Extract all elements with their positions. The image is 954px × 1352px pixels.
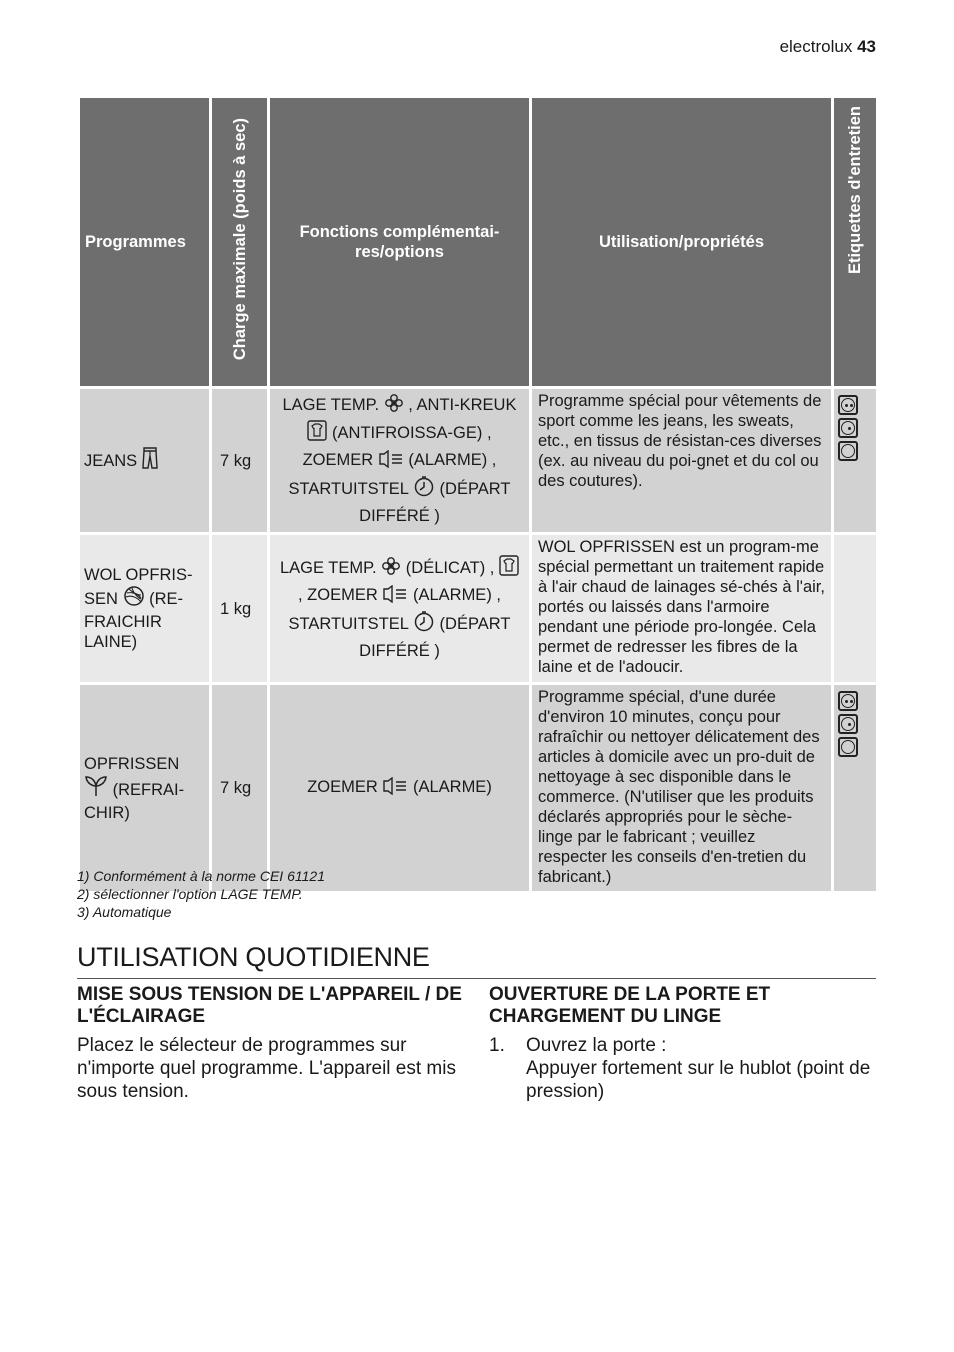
tumble-dry-one-dot-icon bbox=[838, 714, 858, 734]
delicate-temp-icon bbox=[384, 393, 404, 420]
wool-ball-icon bbox=[123, 585, 145, 612]
care-cell bbox=[833, 684, 878, 893]
programmes-table bbox=[77, 95, 879, 894]
load-cell: 7 kg bbox=[211, 388, 269, 534]
tumble-dry-icon bbox=[838, 441, 858, 461]
power-on-heading: MISE SOUS TENSION DE L'APPAREIL / DE L'ÉCLAIRAGE bbox=[77, 984, 462, 1027]
footnote: 3) Automatique bbox=[77, 904, 172, 920]
power-on-section bbox=[77, 984, 467, 1103]
program-cell bbox=[79, 684, 211, 893]
footnotes bbox=[77, 867, 325, 921]
door-loading-section bbox=[489, 984, 879, 1103]
table-row bbox=[79, 388, 878, 534]
program-name: JEANS bbox=[84, 452, 138, 470]
care-cell bbox=[833, 534, 878, 684]
load-cell: 1 kg bbox=[211, 534, 269, 684]
header-care: Etiquettes d'entretien bbox=[833, 97, 878, 388]
step-detail: Appuyer fortement sur le hublot (point de pression) bbox=[526, 1058, 871, 1102]
program-cell bbox=[79, 388, 211, 534]
anti-crease-icon bbox=[499, 555, 519, 583]
step-number: 1. bbox=[489, 1035, 505, 1056]
refresh-icon bbox=[84, 774, 108, 803]
header-options: Fonctions complémentai-res/options bbox=[269, 97, 531, 388]
table-row bbox=[79, 684, 878, 893]
tumble-dry-two-dots-icon bbox=[838, 691, 858, 711]
alarm-icon bbox=[382, 777, 408, 802]
step-title: Ouvrez la porte : bbox=[526, 1035, 667, 1056]
program-cell bbox=[79, 534, 211, 684]
options-cell: ZOEMER (ALARME) bbox=[269, 684, 531, 893]
delay-start-icon bbox=[413, 610, 435, 639]
alarm-icon bbox=[382, 585, 408, 610]
brand-name: electrolux bbox=[779, 37, 853, 56]
section-title: UTILISATION QUOTIDIENNE bbox=[77, 942, 876, 979]
program-suffix: (REFRAI-CHIR) bbox=[84, 780, 185, 822]
footnote: 1) Conformément à la norme CEI 61121 bbox=[77, 868, 325, 884]
door-loading-heading: OUVERTURE DE LA PORTE ET CHARGEMENT DU LINGE bbox=[489, 984, 771, 1027]
load-cell: 7 kg bbox=[211, 684, 269, 893]
program-name: OPFRISSEN bbox=[84, 754, 180, 773]
header-programmes: Programmes bbox=[79, 97, 211, 388]
footnote: 2) sélectionner l'option LAGE TEMP. bbox=[77, 886, 303, 902]
tumble-dry-icon bbox=[838, 737, 858, 757]
tumble-dry-two-dots-icon bbox=[838, 395, 858, 415]
program-name: WOL OPFRIS-SEN bbox=[84, 566, 193, 608]
table-row bbox=[79, 534, 878, 684]
options-cell: LAGE TEMP. , ANTI-KREUK (ANTIFROISSA-GE) , ZOEMER (ALARME) , STARTUITSTEL (DÉPART DIFFÉRÉ ) bbox=[269, 388, 531, 534]
alarm-icon bbox=[378, 450, 404, 475]
tumble-dry-one-dot-icon bbox=[838, 418, 858, 438]
delicate-temp-icon bbox=[381, 556, 401, 583]
step-item bbox=[489, 1034, 879, 1103]
usage-cell: Programme spécial pour vêtements de sport comme les jeans, les sweats, etc., en tissus de résistan-ces diverses (ex. au niveau du poi-gnet et du col ou des coutures). bbox=[531, 388, 833, 534]
care-cell bbox=[833, 388, 878, 534]
table-header-row bbox=[79, 97, 878, 388]
usage-cell: WOL OPFRISSEN est un program-me spécial permettant un traitement rapide à l'air chaud de lainages sé-chés à l'air, portés ou laissés dans l'armoire pendant une période pro-longée. Cela permet de redresser les fibres de la laine et de l'adoucir. bbox=[531, 534, 833, 684]
page-number: 43 bbox=[857, 37, 876, 56]
usage-cell: Programme spécial, d'une durée d'environ 10 minutes, conçu pour rafraîchir ou nettoyer délicatement des articles à domicile avec un pro-duit de nettoyage à sec disponible dans le commerce. (N'utiliser que les produits déclarés appropriés pour le sèche-linge par le fabricant ; veuillez respecter les conseils d'en-tretien du fabricant.) bbox=[531, 684, 833, 893]
page-header bbox=[780, 37, 876, 57]
header-usage: Utilisation/propriétés bbox=[531, 97, 833, 388]
jeans-icon bbox=[142, 447, 158, 474]
header-load: Charge maximale (poids à sec) bbox=[211, 97, 269, 388]
anti-crease-icon bbox=[307, 420, 327, 448]
options-cell: LAGE TEMP. (DÉLICAT) , , ZOEMER (ALARME) , STARTUITSTEL (DÉPART DIFFÉRÉ ) bbox=[269, 534, 531, 684]
program-suffix: (RE-FRAICHIR LAINE) bbox=[84, 590, 184, 651]
delay-start-icon bbox=[413, 475, 435, 504]
power-on-body: Placez le sélecteur de programmes sur n'importe quel programme. L'appareil est mis sous tension. bbox=[77, 1035, 456, 1102]
